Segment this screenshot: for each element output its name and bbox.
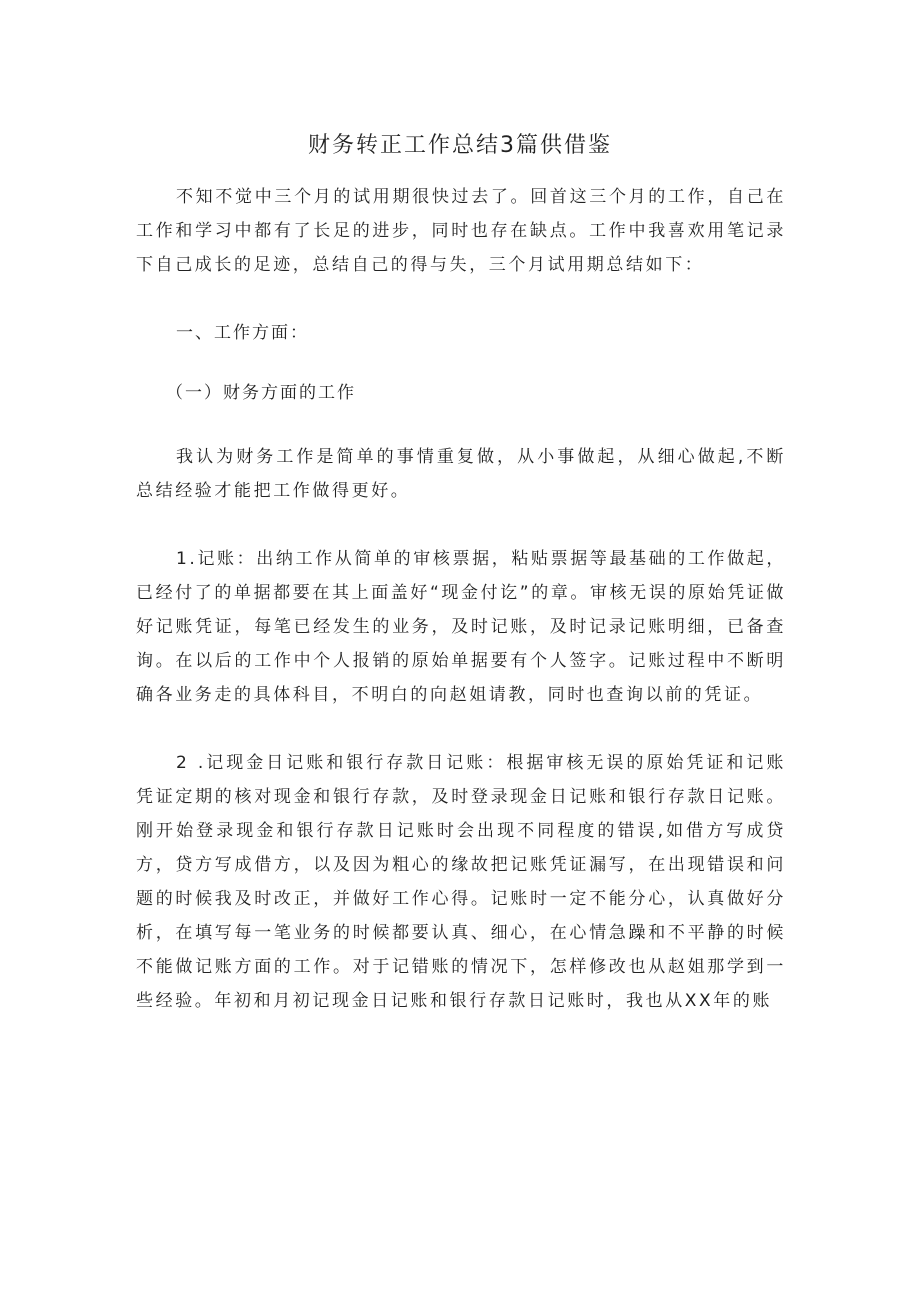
subsection-heading-finance: （一）财务方面的工作 xyxy=(166,383,356,403)
document-title: 财务转正工作总结3篇供借鉴 xyxy=(308,133,612,158)
paragraph-intro: 不知不觉中三个月的试用期很快过去了。回首这三个月的工作，自己在工作和学习中都有了长足的进步，同时也存在缺点。工作中我喜欢用笔记录下自己成长的足迹，总结自己的得与失，三个月试用期总结如下： xyxy=(136,187,786,275)
document-body xyxy=(136,180,786,1018)
paragraph-finance-philosophy: 我认为财务工作是简单的事情重复做，从小事做起，从细心做起,不断总结经验才能把工作做得更好。 xyxy=(136,447,786,501)
paragraph-journal: 2 .记现金日记账和银行存款日记账：根据审核无误的原始凭证和记账凭证定期的核对现金和银行存款，及时登录现金日记账和银行存款日记账。刚开始登录现金和银行存款日记账时会出现不同程度的错误,如借方写成贷方，贷方写成借方，以及因为粗心的缘故把记账凭证漏写，在出现错误和问题的时候我及时改正，并做好工作心得。记账时一定不能分心，认真做好分析，在填写每一笔业务的时候都要认真、细心，在心情急躁和不平静的时候不能做记账方面的工作。对于记错账的情况下，怎样修改也从赵姐那学到一些经验。年初和月初记现金日记账和银行存款日记账时，我也从XX年的账 xyxy=(136,753,786,1011)
paragraph-bookkeeping: 1.记账：出纳工作从简单的审核票据，粘贴票据等最基础的工作做起，已经付了的单据都要在其上面盖好“现金付讫”的章。审核无误的原始凭证做好记账凭证，每笔已经发生的业务，及时记账，及时记录记账明细，已备查询。在以后的工作中个人报销的原始单据要有个人签字。记账过程中不断明确各业务走的具体科目，不明白的向赵姐请教，同时也查询以前的凭证。 xyxy=(136,549,787,705)
section-heading-work: 一、工作方面： xyxy=(176,323,309,343)
